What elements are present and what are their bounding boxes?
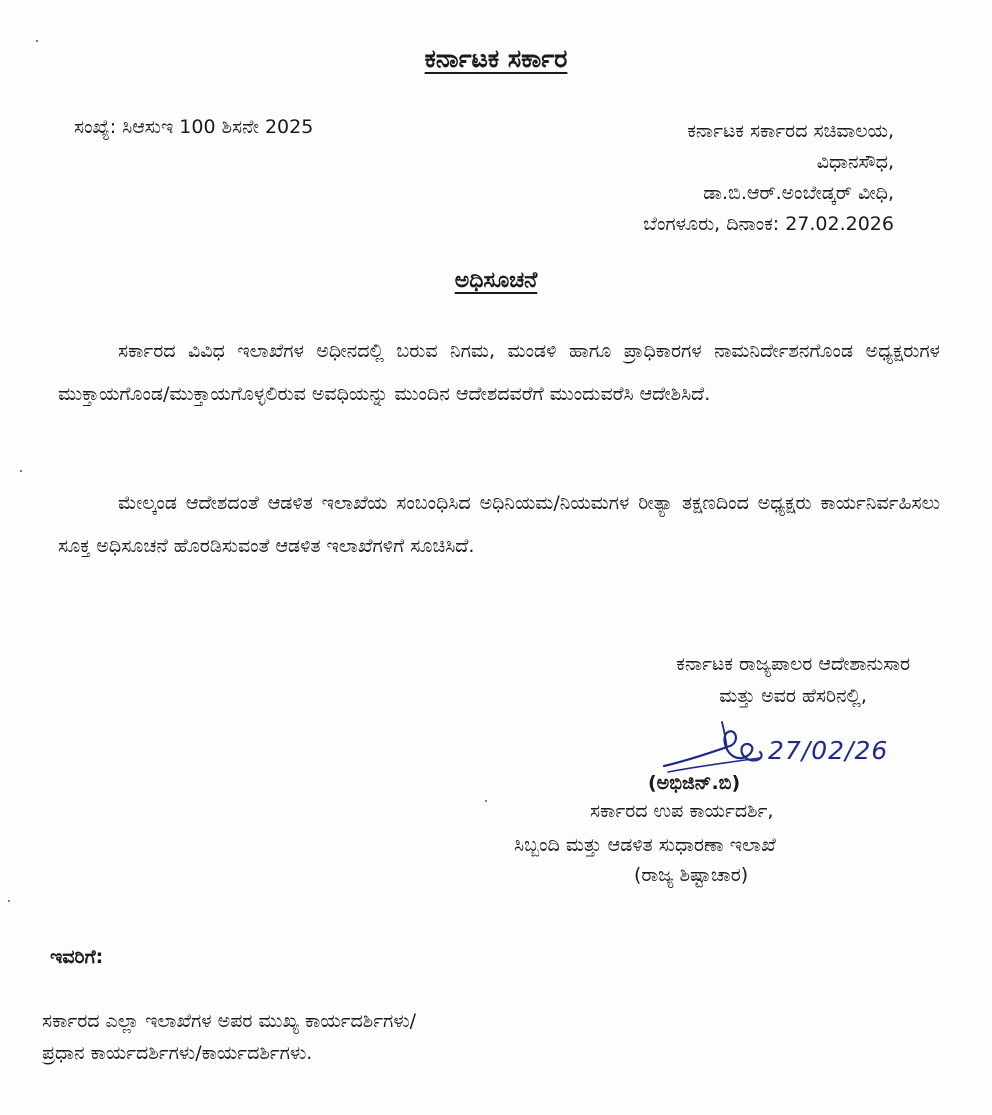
authority-line: ಮತ್ತು ಅವರ ಹೆಸರಿನಲ್ಲಿ,	[719, 685, 867, 707]
recipient-line: ಪ್ರಧಾನ ಕಾರ್ಯದರ್ಶಿಗಳು/ಕಾರ್ಯದರ್ಶಿಗಳು.	[42, 1042, 313, 1064]
address-line: ಕರ್ನಾಟಕ ಸರ್ಕಾರದ ಸಚಿವಾಲಯ,	[687, 120, 894, 142]
scan-speck	[8, 900, 10, 902]
recipient-line: ಸರ್ಕಾರದ ಎಲ್ಲಾ ಇಲಾಖೆಗಳ ಅಪರ ಮುಖ್ಯ ಕಾರ್ಯದರ್ಶಿಗಳು/	[42, 1010, 417, 1032]
notification-heading: ಅಧಿಸೂಚನೆ	[454, 268, 538, 293]
signer-designation: ಸರ್ಕಾರದ ಉಪ ಕಾರ್ಯದರ್ಶಿ,	[590, 800, 774, 822]
address-line: ಡಾ.ಬಿ.ಆರ್.ಅಂಬೇಡ್ಕರ್ ವೀಧಿ,	[703, 182, 894, 204]
body-paragraph-2: ಮೇಲ್ಕಂಡ ಆದೇಶದಂತೆ ಆಡಳಿತ ಇಲಾಖೆಯ ಸಂಬಂಧಿಸಿದ ಅಧಿನಿಯಮ/ನಿಯಮಗಳ ರೀತ್ಯಾ ತಕ್ಷಣದಿಂದ ಅಧ್ಯಕ್ಷರು ಕಾರ್ಯನಿರ್ವಹಿಸಲು ಸೂಕ್ತ ಅಧಿಸೂಚನೆ ಹೊರಡಿಸುವಂತೆ ಆಡಳಿತ ಇಲಾಖೆಗಳಿಗೆ ಸೂಚಿಸಿದೆ.	[58, 492, 940, 557]
scan-speck	[36, 40, 38, 42]
document-title: ಕರ್ನಾಟಕ ಸರ್ಕಾರ	[424, 44, 568, 73]
signer-department: ಸಿಬ್ಬಂದಿ ಮತ್ತು ಆಡಳಿತ ಸುಧಾರಣಾ ಇಲಾಖೆ	[514, 834, 776, 856]
office-address	[643, 116, 894, 240]
reference-number: ಸಂಖ್ಯೆ: ಸಿಆಸುಇ 100 ಶಿಸನೇ 2025	[74, 116, 314, 138]
signature-date: 27/02/26	[768, 736, 889, 765]
authority-block	[676, 648, 910, 712]
signer-section: (ರಾಜ್ಯ ಶಿಷ್ಟಾಚಾರ)	[634, 864, 749, 886]
authority-line: ಕರ್ನಾಟಕ ರಾಜ್ಯಪಾಲರ ಆದೇಶಾನುಸಾರ	[676, 653, 910, 675]
recipients-label: ಇವರಿಗೆ:	[50, 946, 104, 968]
address-line: ವಿಧಾನಸೌಧ,	[816, 151, 894, 173]
scan-speck	[20, 470, 22, 472]
scan-speck	[485, 800, 487, 802]
signer-name: (ಅಭಿಜಿನ್.ಬಿ)	[648, 772, 741, 794]
address-date-line: ಬೆಂಗಳೂರು, ದಿನಾಂಕ: 27.02.2026	[643, 213, 894, 235]
body-paragraph-1: ಸರ್ಕಾರದ ವಿವಿಧ ಇಲಾಖೆಗಳ ಅಧೀನದಲ್ಲಿ ಬರುವ ನಿಗಮ, ಮಂಡಳಿ ಹಾಗೂ ಪ್ರಾಧಿಕಾರಗಳ ನಾಮನಿರ್ದೇಶನಗೊಂಡ ಅಧ್ಯಕ್ಷರುಗಳ ಮುಕ್ತಾಯಗೊಂಡ/ಮುಕ್ತಾಯಗೊಳ್ಳಲಿರುವ ಅವಧಿಯನ್ನು ಮುಂದಿನ ಆದೇಶದವರೆಗೆ ಮುಂದುವರೆಸಿ ಆದೇಶಿಸಿದೆ.	[58, 340, 940, 405]
